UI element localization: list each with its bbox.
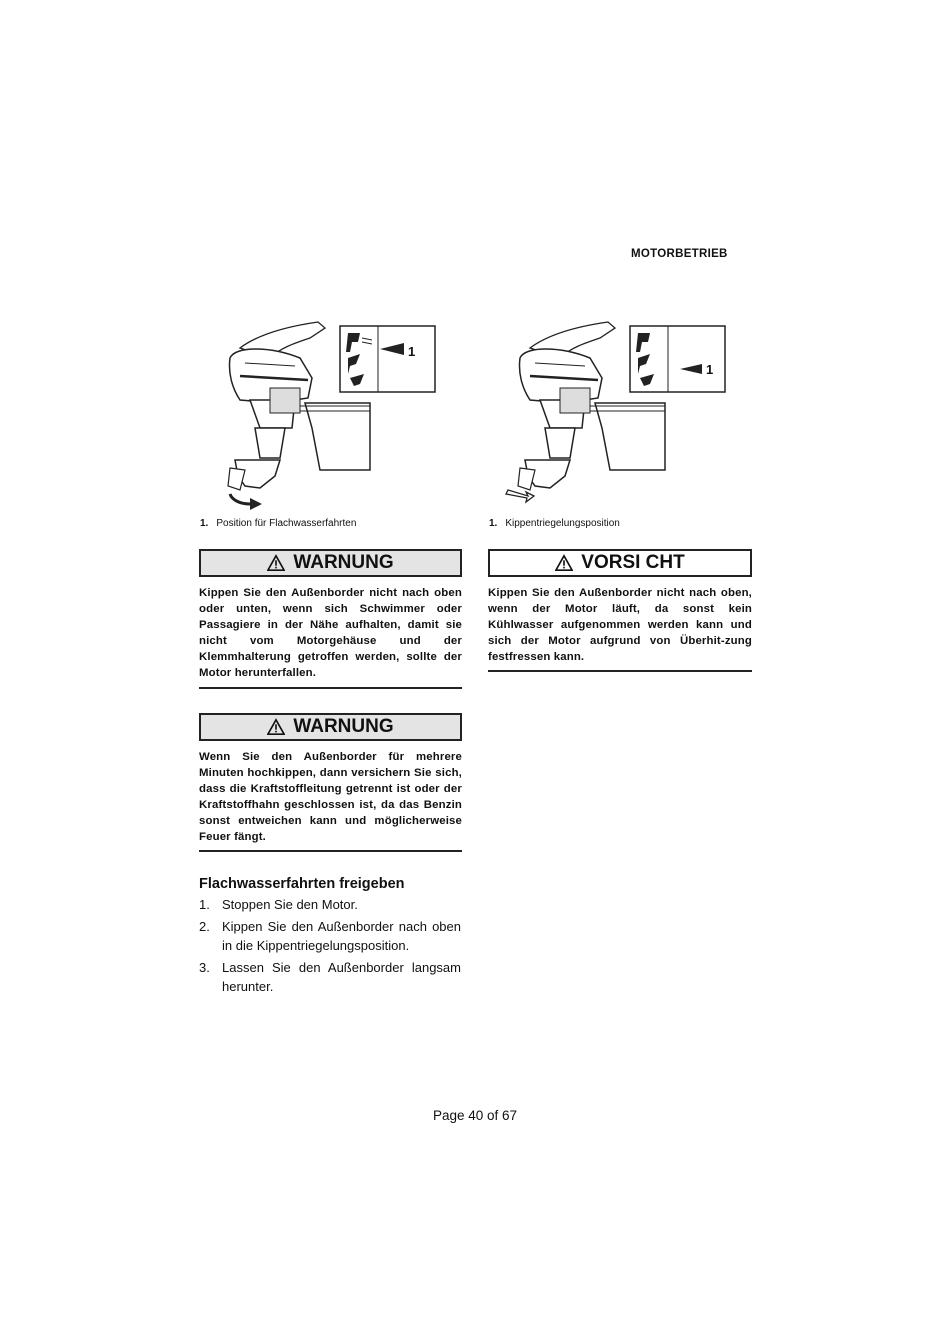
- warning-box-title: [199, 713, 462, 741]
- divider: [488, 670, 752, 672]
- caution-box-title: [488, 549, 752, 577]
- warning-title: WARNUNG: [293, 552, 394, 573]
- section-heading: Flachwasserfahrten freigeben: [199, 876, 405, 892]
- warning-triangle-icon: [267, 554, 285, 572]
- outboard-shallow-water-illustration: [200, 318, 440, 512]
- step-number: 2.: [199, 918, 210, 934]
- divider: [199, 687, 462, 689]
- step-number: 3.: [199, 959, 210, 975]
- step-number: 1.: [199, 897, 210, 912]
- caution-text: Kippen Sie den Außenborder nicht nach oben, wenn der Motor läuft, da sonst kein Kühlwasser aufgenommen werden kann und sich der Motor aufgrund von Überhit-zung festfressen kann.: [488, 587, 752, 663]
- list-item: [199, 958, 461, 997]
- list-item: [199, 895, 461, 915]
- caution-title: VORSI CHT: [581, 552, 685, 573]
- figure-callout: 1: [408, 344, 416, 359]
- outboard-tilt-lock-illustration: [490, 318, 730, 512]
- warning-title: WARNUNG: [293, 716, 394, 737]
- list-item: [199, 917, 461, 956]
- warning-text: Kippen Sie den Außenborder nicht nach oben oder unten, wenn sich Schwimmer oder Passagiere in der Nähe aufhalten, damit sie nicht vom Motorgehäuse und der Klemmhalterung getroffen werden, sollte der Motor herunterfallen.: [199, 587, 462, 679]
- figure-callout: 1: [706, 362, 714, 377]
- figure-caption: [200, 518, 460, 529]
- warning-triangle-icon: [555, 554, 573, 572]
- step-text: Lassen Sie den Außenborder langsam herunter.: [222, 959, 461, 994]
- caption-number: 1.: [489, 518, 498, 529]
- section-header: MOTORBETRIEB: [631, 248, 728, 260]
- step-text: Stoppen Sie den Motor.: [222, 897, 358, 912]
- figure-caption: [489, 518, 751, 529]
- caption-text: Position für Flachwasserfahrten: [216, 518, 357, 529]
- caption-text: Kippentriegelungsposition: [505, 518, 620, 529]
- warning-text: Wenn Sie den Außenborder für mehrere Minuten hochkippen, dann versichern Sie sich, dass die Kraftstoffleitung getrennt ist oder der Kraftstoffhahn geschlossen ist, da das Benzin sonst entweichen kann und möglicherweise Feuer fängt.: [199, 751, 462, 843]
- page-number: Page 40 of 67: [432, 1108, 518, 1123]
- warning-triangle-icon: [267, 718, 285, 736]
- steps-list: [199, 895, 461, 999]
- step-text: Kippen Sie den Außenborder nach oben in die Kippentriegelungsposition.: [222, 918, 461, 953]
- warning-box-title: [199, 549, 462, 577]
- divider: [199, 850, 462, 852]
- caption-number: 1.: [200, 518, 209, 529]
